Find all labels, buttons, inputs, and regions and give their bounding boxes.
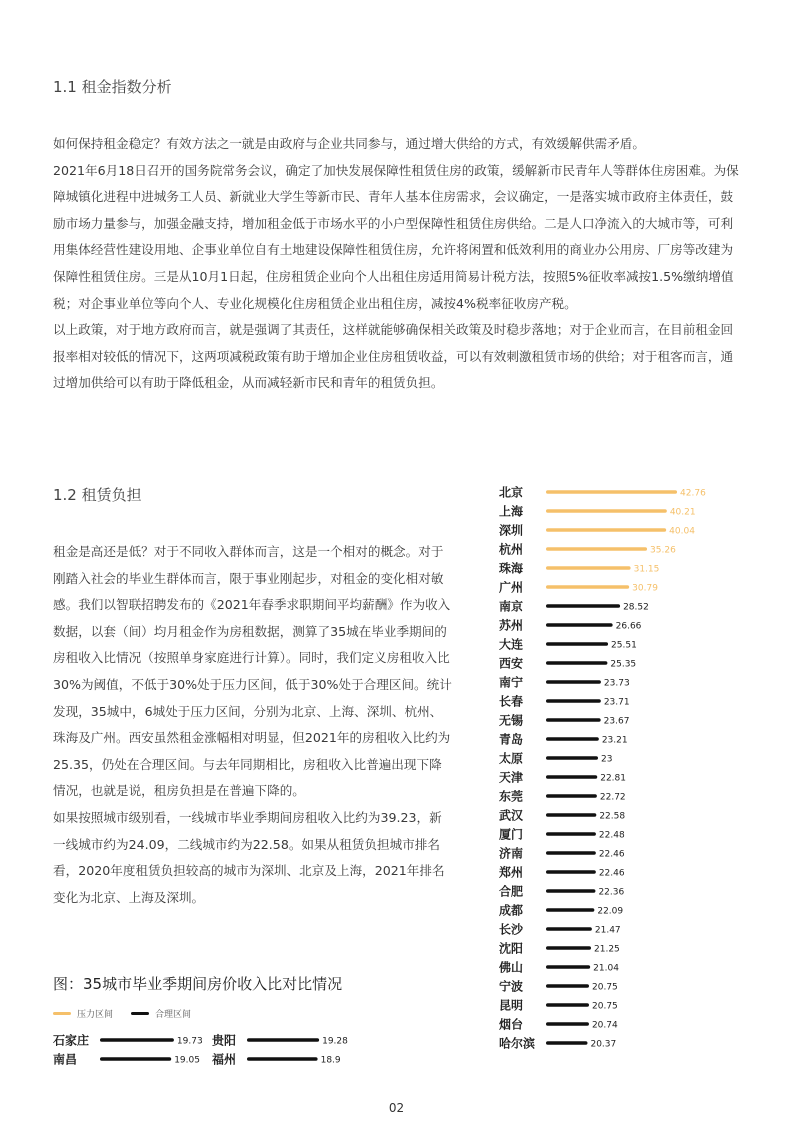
bar-value-label: 21.47: [594, 925, 621, 936]
bar-value-label: 30.79: [632, 583, 658, 594]
bar-value-label: 40.21: [669, 507, 696, 518]
bar: [546, 832, 596, 836]
bar-value-label: 20.74: [591, 1020, 618, 1031]
bar: [247, 1057, 318, 1061]
bar: [546, 661, 607, 665]
bar-value-label: 19.28: [322, 1036, 348, 1047]
bar-value-label: 28.52: [623, 602, 649, 613]
bar: [546, 908, 594, 912]
bar-value-label: 25.51: [611, 640, 637, 651]
bar: [546, 927, 592, 931]
bar: [546, 680, 601, 684]
bar-category-label: 苏州: [499, 618, 524, 633]
bar-category-label: 青岛: [499, 732, 524, 747]
bar-category-label: 成都: [499, 903, 524, 918]
bar-value-label: 23.73: [603, 678, 630, 689]
bar: [546, 604, 620, 608]
paragraph: 以上政策，对于地方政府而言，就是强调了其责任，这样就能够确保相关政策及时稳步落地；对于企业而言，在目前租金回报率相对较低的情况下，这两项减税政策有助于增加企业住房租赁收益，可以有效刺激租赁市场的供给；对于租客而言，通过增加供给可以有助于降低租金，从而减轻新市民和青年的租赁负担。: [53, 322, 734, 391]
legend-label: 压力区间: [77, 1010, 114, 1020]
bar-value-label: 31.15: [633, 564, 660, 575]
bar: [546, 1003, 589, 1007]
bar-category-label: 上海: [499, 504, 524, 519]
bar-category-label: 昆明: [499, 998, 524, 1013]
bar: [546, 965, 590, 969]
bar: [546, 813, 596, 817]
bar-category-label: 珠海: [499, 561, 524, 576]
paragraph: 租金是高还是低？对于不同收入群体而言，这是一个相对的概念。对于刚踏入社会的毕业生群体而言，限于事业刚起步，对租金的变化相对敏感。我们以智联招聘发布的《2021年春季求职期间平均薪酬》作为收入数据，以套（间）均月租金作为房租数据，测算了35城在毕业季期间的房租收入比情况（按照单身家庭进行计算）。同时，我们定义房租收入比30%为阈值，不低于30%处于压力区间，低于30%处于合理区间。统计发现，35城中，6城处于压力区间，分别为北京、上海、深圳、杭州、珠海及广州。西安虽然租金涨幅相对明显，但2021年的房租收入比约为25.35，仍处在合理区间。与去年同期相比，房租收入比普遍出现下降情况，也就是说，租房负担是在普遍下降的。: [53, 544, 452, 799]
bar-category-label: 武汉: [499, 808, 524, 823]
bar-value-label: 20.75: [592, 982, 618, 993]
bar-value-label: 21.25: [594, 944, 620, 955]
bar-category-label: 福州: [212, 1052, 237, 1067]
bar-value-label: 22.81: [600, 773, 627, 784]
bar: [546, 984, 589, 988]
bar-value-label: 22.46: [598, 868, 625, 879]
bar-category-label: 天津: [499, 770, 524, 785]
bar: [546, 585, 629, 589]
bar-value-label: 22.48: [598, 830, 625, 841]
bar-category-label: 南昌: [53, 1052, 78, 1067]
bar-category-label: 佛山: [499, 960, 524, 975]
bar: [546, 699, 601, 703]
bar: [546, 718, 601, 722]
bar-category-label: 南宁: [499, 675, 524, 690]
bar: [546, 851, 596, 855]
bar-value-label: 42.76: [680, 488, 706, 499]
bar-value-label: 23.71: [603, 697, 630, 708]
bar: [546, 623, 613, 627]
bar-category-label: 沈阳: [499, 941, 524, 956]
bar: [546, 775, 597, 779]
bar-value-label: 19.73: [176, 1036, 203, 1047]
bar-value-label: 35.26: [650, 545, 676, 556]
bar-category-label: 长春: [499, 694, 524, 709]
bar: [546, 756, 598, 760]
bar-value-label: 40.04: [669, 526, 695, 537]
bar-category-label: 烟台: [499, 1017, 524, 1032]
paragraph: 2021年6月18日召开的国务院常务会议，确定了加快发展保障性租赁住房的政策，缓解新市民青年人等群体住房困难。为保障城镇化进程中进城务工人员、新就业大学生等新市民、青年人基本住房需求，会议确定，一是落实城市政府主体责任，鼓励市场力量参与，加强金融支持，增加租金低于市场水平的小户型保障性租赁住房供给。二是人口净流入的大城市等，可利用集体经营性建设用地、企事业单位自有土地建设保障性租赁住房，允许将闲置和低效利用的商业办公用房、厂房等改建为保障性租赁住房。三是从10月1日起，住房租赁企业向个人出租住房适用简易计税方法，按照5%征收率减按1.5%缴纳增值税；对企事业单位等向个人、专业化规模化住房租赁企业出租住房，减按4%税率征收房产税。: [53, 162, 739, 311]
bar-category-label: 厦门: [499, 827, 524, 842]
bar-value-label: 22.09: [597, 906, 624, 917]
bar-category-label: 济南: [499, 846, 524, 861]
legend-label: 合理区间: [155, 1010, 192, 1020]
bar-value-label: 19.05: [174, 1055, 200, 1066]
figure-title: 图：35城市毕业季期间房价收入比对比情况: [53, 975, 343, 993]
bar-value-label: 21.04: [593, 963, 619, 974]
bar-category-label: 哈尔滨: [499, 1036, 536, 1051]
bar-category-label: 长沙: [499, 922, 524, 937]
bar-category-label: 贵阳: [212, 1033, 237, 1048]
bar: [546, 1041, 587, 1045]
bar-value-label: 22.36: [598, 887, 625, 898]
bar: [546, 509, 667, 513]
bar-category-label: 西安: [499, 656, 524, 671]
bar-category-label: 郑州: [499, 865, 524, 880]
paragraph: 如果按照城市级别看，一线城市毕业季期间房租收入比约为39.23，新一线城市约为24.09，二线城市约为22.58。如果从租赁负担城市排名看，2020年度租赁负担较高的城市为深圳、北京及上海，2021年排名变化为北京、上海及深圳。: [53, 809, 445, 905]
bar-category-label: 杭州: [499, 542, 524, 557]
bar-category-label: 东莞: [499, 789, 524, 804]
bar-value-label: 26.66: [615, 621, 642, 632]
section-heading-rent-burden: 1.2 租赁负担: [53, 486, 142, 504]
bar: [546, 490, 677, 494]
bar: [546, 642, 608, 646]
bar: [546, 737, 599, 741]
bar-category-label: 深圳: [499, 523, 524, 538]
paragraph: 如何保持租金稳定？有效方法之一就是由政府与企业共同参与，通过增大供给的方式，有效缓解供需矛盾。: [53, 136, 645, 151]
bar: [546, 1022, 589, 1026]
bar-value-label: 23: [601, 754, 613, 765]
bar-category-label: 南京: [499, 599, 524, 614]
bar: [546, 946, 591, 950]
section-heading-rent-index: 1.1 租金指数分析: [53, 78, 172, 96]
bar: [546, 547, 647, 551]
bar-value-label: 22.46: [598, 849, 625, 860]
bar: [546, 528, 666, 532]
bar-category-label: 太原: [499, 751, 524, 766]
bar-category-label: 合肥: [499, 884, 524, 899]
bar: [100, 1038, 174, 1042]
bar-value-label: 20.37: [590, 1039, 617, 1050]
bar-category-label: 石家庄: [53, 1033, 90, 1048]
page-number: 02: [388, 1101, 405, 1115]
bar: [546, 870, 596, 874]
bar-category-label: 大连: [499, 637, 524, 652]
bar: [546, 794, 597, 798]
bar: [100, 1057, 171, 1061]
bar-value-label: 20.75: [592, 1001, 618, 1012]
bar-category-label: 广州: [499, 580, 524, 595]
bar-value-label: 22.72: [599, 792, 626, 803]
bar-category-label: 宁波: [499, 979, 524, 994]
bar-value-label: 23.21: [601, 735, 628, 746]
bar: [247, 1038, 319, 1042]
bar: [546, 889, 595, 893]
bar-category-label: 无锡: [499, 713, 524, 728]
bar-value-label: 25.35: [610, 659, 637, 670]
bar-value-label: 22.58: [599, 811, 626, 822]
bar-category-label: 北京: [499, 485, 524, 500]
bar-value-label: 23.67: [603, 716, 630, 727]
bar: [546, 566, 631, 570]
bar-value-label: 18.9: [320, 1055, 341, 1066]
